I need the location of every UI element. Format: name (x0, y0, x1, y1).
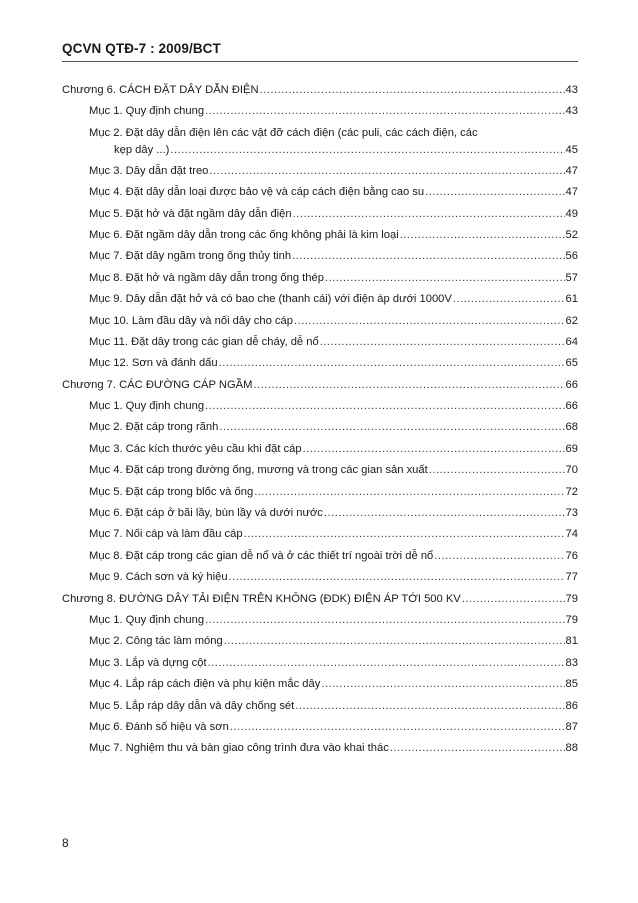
toc-dot-leader (219, 357, 565, 369)
toc-dot-leader (254, 486, 564, 498)
toc-section-entry[interactable] (62, 293, 578, 314)
toc-chapter-entry[interactable] (62, 593, 578, 614)
toc-entry-title: Mục 4. Lắp ráp cách điện và phụ kiện mắc dây (89, 678, 321, 691)
toc-entry-page: 87 (565, 720, 578, 733)
toc-section-entry[interactable] (62, 614, 578, 635)
toc-dot-leader (260, 84, 565, 96)
toc-dot-leader (205, 614, 564, 626)
toc-entry-title: Mục 4. Đặt dây dẫn loại được bảo vệ và cáp cách điện bằng cao su (89, 186, 425, 199)
toc-section-entry[interactable] (62, 421, 578, 442)
toc-section-entry[interactable] (62, 105, 578, 126)
toc-section-entry[interactable] (62, 229, 578, 250)
toc-dot-leader (294, 315, 565, 327)
toc-entry-title: Chương 7. CÁC ĐƯỜNG CÁP NGẦM (62, 378, 253, 391)
toc-entry-page: 61 (565, 293, 578, 306)
page-number: 8 (62, 836, 69, 850)
toc-entry-page: 79 (565, 613, 578, 626)
toc-section-entry[interactable] (62, 486, 578, 507)
toc-dot-leader (205, 400, 564, 412)
page-header-title: QCVN QTĐ-7 : 2009/BCT (62, 41, 221, 56)
toc-entry-title: Mục 5. Đặt cáp trong blốc và ống (89, 485, 254, 498)
toc-entry-title: Mục 1. Quy định chung (89, 613, 205, 626)
toc-entry-title: Mục 11. Đặt dây trong các gian dễ cháy, dễ nổ (89, 335, 319, 348)
toc-entry-page: 68 (565, 421, 578, 434)
toc-section-entry[interactable] (62, 208, 578, 229)
toc-dot-leader (170, 144, 564, 156)
toc-dot-leader (321, 678, 564, 690)
toc-entry-title-continuation: kẹp dây ...) (114, 143, 170, 156)
toc-entry-title: Mục 1. Quy định chung (89, 105, 205, 118)
toc-entry-continuation (89, 144, 578, 163)
toc-entry-page: 43 (565, 84, 578, 96)
toc-section-entry[interactable] (62, 336, 578, 357)
toc-entry-page: 72 (565, 485, 578, 498)
toc-section-entry[interactable] (62, 528, 578, 549)
toc-dot-leader (219, 421, 564, 433)
toc-dot-leader (303, 443, 565, 455)
toc-entry-title: Mục 4. Đặt cáp trong đường ống, mương và trong các gian sản xuất (89, 464, 428, 477)
toc-entry-page: 64 (565, 335, 578, 348)
toc-entry-page: 79 (565, 592, 578, 605)
toc-section-entry[interactable] (62, 400, 578, 421)
toc-dot-leader (453, 293, 565, 305)
toc-entry-title: Mục 3. Dây dẫn đặt treo (89, 164, 209, 177)
toc-section-entry[interactable] (62, 571, 578, 592)
toc-entry-title: Mục 2. Công tác làm móng (89, 635, 223, 648)
toc-entry-page: 88 (565, 742, 578, 755)
toc-entry-page: 85 (565, 678, 578, 691)
toc-dot-leader (253, 379, 564, 391)
toc-entry-page: 81 (565, 635, 578, 648)
toc-entry-page: 66 (565, 400, 578, 413)
toc-entry-page: 45 (565, 143, 578, 156)
toc-entry-title: Mục 3. Các kích thước yêu cầu khi đặt cáp (89, 442, 302, 455)
toc-entry-title: Mục 3. Lắp và dựng cột (89, 656, 207, 669)
toc-dot-leader (293, 208, 565, 220)
toc-entry-page: 66 (565, 378, 578, 391)
toc-section-entry[interactable] (62, 700, 578, 721)
toc-entry-title: Mục 8. Đặt hở và ngầm dây dẫn trong ống thép (89, 271, 324, 284)
toc-entry-title: Mục 5. Đặt hở và đặt ngầm dây dẫn điện (89, 207, 292, 220)
toc-entry-page: 62 (565, 314, 578, 327)
toc-entry-title: Mục 12. Sơn và đánh dấu (89, 357, 218, 370)
toc-dot-leader (320, 336, 565, 348)
toc-section-entry[interactable] (62, 165, 578, 186)
toc-entry-page: 74 (565, 528, 578, 541)
toc-entry-title: Mục 7. Nối cáp và làm đầu cáp (89, 528, 243, 541)
toc-section-entry[interactable] (62, 721, 578, 742)
toc-section-entry[interactable] (62, 272, 578, 293)
toc-entry-title: Mục 7. Đặt dây ngầm trong ống thủy tinh (89, 250, 292, 263)
toc-entry-title: Mục 10. Làm đầu dây và nối dây cho cáp (89, 314, 293, 327)
toc-section-entry[interactable] (62, 657, 578, 678)
toc-entry-page: 69 (565, 442, 578, 455)
toc-section-entry[interactable] (62, 443, 578, 464)
toc-entry-page: 43 (565, 105, 578, 118)
toc-section-entry[interactable] (62, 635, 578, 656)
toc-entry-title: Mục 7. Nghiệm thu và bàn giao công trình đưa vào khai thác (89, 742, 389, 755)
toc-dot-leader (230, 721, 565, 733)
toc-entry-page: 65 (565, 357, 578, 370)
toc-section-entry[interactable] (62, 742, 578, 763)
toc-entry-page: 47 (565, 164, 578, 177)
toc-dot-leader (324, 507, 565, 519)
toc-entry-title: Mục 6. Đánh số hiệu và sơn (89, 720, 229, 733)
toc-section-entry[interactable] (62, 186, 578, 207)
toc-entry-title: Mục 1. Quy định chung (89, 400, 205, 413)
toc-dot-leader (425, 186, 564, 198)
toc-section-entry[interactable] (62, 678, 578, 699)
toc-section-entry[interactable] (62, 250, 578, 271)
toc-section-entry[interactable] (62, 464, 578, 485)
toc-dot-leader (205, 105, 564, 117)
toc-dot-leader (208, 657, 565, 669)
toc-entry-title: Mục 2. Đặt cáp trong rãnh (89, 421, 219, 434)
toc-dot-leader (295, 700, 564, 712)
toc-entry-page: 73 (565, 507, 578, 520)
toc-entry-title: Mục 9. Dây dẫn đặt hở và có bao che (thanh cái) với điện áp dưới 1000V (89, 293, 452, 306)
toc-dot-leader (400, 229, 565, 241)
toc-dot-leader (390, 742, 565, 754)
toc-dot-leader (429, 464, 565, 476)
toc-entry-page: 49 (565, 207, 578, 220)
toc-entry-page: 56 (565, 250, 578, 263)
table-of-contents (62, 84, 578, 764)
toc-section-entry[interactable] (62, 550, 578, 571)
toc-dot-leader (292, 250, 564, 262)
toc-dot-leader (244, 528, 565, 540)
toc-entry-title: Chương 8. ĐƯỜNG DÂY TẢI ĐIỆN TRÊN KHÔNG (ĐDK) ĐIỆN ÁP TỚI 500 KV (62, 592, 461, 605)
toc-entry-page: 70 (565, 464, 578, 477)
toc-entry-title: Mục 6. Đặt ngầm dây dẫn trong các ống không phải là kim loại (89, 228, 399, 241)
toc-dot-leader (224, 635, 565, 647)
toc-dot-leader (325, 272, 565, 284)
toc-entry-title: Mục 9. Cách sơn và ký hiệu (89, 571, 228, 584)
toc-dot-leader (209, 165, 564, 177)
toc-section-entry[interactable] (62, 357, 578, 378)
toc-dot-leader (462, 593, 565, 605)
toc-entry-page: 47 (565, 186, 578, 199)
toc-entry-page: 57 (565, 271, 578, 284)
toc-entry-page: 76 (565, 549, 578, 562)
toc-entry-page: 77 (565, 571, 578, 584)
toc-entry-title: Chương 6. CÁCH ĐẶT DÂY DẪN ĐIỆN (62, 84, 259, 96)
toc-dot-leader (434, 550, 564, 562)
toc-entry-title: Mục 5. Lắp ráp dây dẫn và dây chống sét (89, 699, 295, 712)
toc-entry-title: Mục 2. Đặt dây dẫn điện lên các vật đỡ cách điện (các puli, các cách điện, các (89, 126, 478, 139)
toc-entry-title: Mục 6. Đặt cáp ở bãi lầy, bùn lầy và dưới nước (89, 507, 323, 520)
toc-entry-page: 86 (565, 699, 578, 712)
toc-section-entry[interactable] (62, 507, 578, 528)
toc-dot-leader (229, 571, 565, 583)
toc-chapter-entry[interactable] (62, 379, 578, 400)
toc-chapter-entry[interactable] (62, 84, 578, 105)
header-divider (62, 61, 578, 62)
toc-section-entry[interactable] (62, 315, 578, 336)
toc-entry-page: 83 (565, 656, 578, 669)
toc-entry-title: Mục 8. Đặt cáp trong các gian dễ nổ và ở các thiết trí ngoài trời dễ nổ (89, 549, 434, 562)
toc-entry-page: 52 (565, 228, 578, 241)
toc-section-entry[interactable] (62, 127, 578, 165)
